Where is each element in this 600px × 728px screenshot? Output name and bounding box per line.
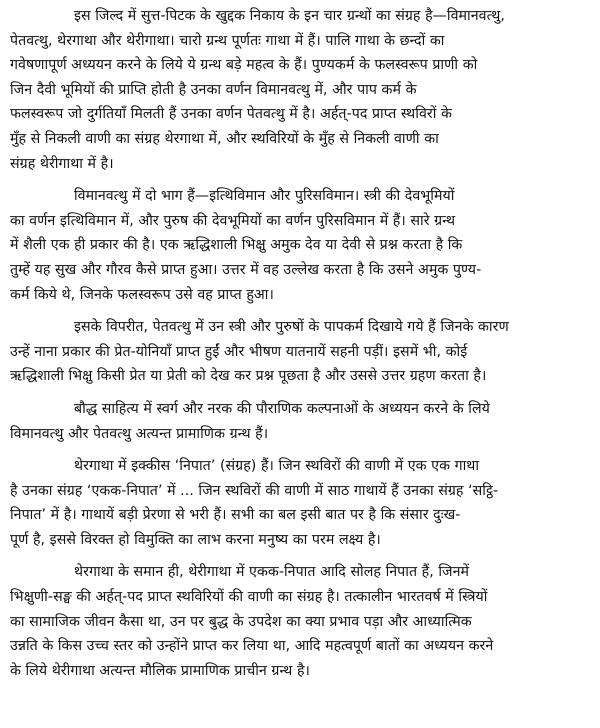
text-line: तुम्हें यह सुख और गौरव कैसे प्राप्त हुआ। उत्तर में वह उल्लेख करता है कि उसने अमुक पुण्य- [10,261,482,278]
text-line: इस जिल्द में सुत्त-पिटक के खुद्दक निकाय के इन चार ग्रन्थों का संग्रह है—विमानवत्थु, [74,8,505,24]
text-line: का सामाजिक जीवन कैसा था, उन पर बुद्ध के उपदेश का क्या प्रभाव पड़ा और आध्यात्मिक [10,613,472,630]
text-line: निपात’ में है। गाथायें बड़ी प्रेरणा से भरी हैं। सभी का बल इसी बात पर है कि संसार दुःख- [10,507,461,524]
text-line: थेरगाथा के समान ही, थेरीगाथा में एकक-निपात आदि सोलह निपात हैं, जिनमें [74,564,470,581]
text-line: पूर्ण है, इससे विरक्त हो विमुक्ति का लाभ करना मनुष्य का परम लक्ष्य है। [10,531,381,548]
text-line: फलस्वरूप जो दुर्गतियाँ मिलती हैं उनका वर्णन पेतवत्थु में है। अर्हत्-पद प्राप्त स्थविरों के [10,106,452,123]
text-line: विमानवत्थु में दो भाग हैं—इत्थिविमान और पुरिसविमान। स्त्री की देवभूमियों [74,188,455,205]
text-line: संग्रह थेरीगाथा में है। [10,155,114,172]
text-line: कर्म किये थे, जिनके फलस्वरूप उसे वह प्राप्त हुआ। [10,286,274,303]
text-line: में शैली एक ही प्रकार की है। एक ऋद्धिशाली भिक्षु अमुक देव या देवी से प्रश्न करता है कि [10,237,463,254]
text-line: विमानवत्थु और पेतवत्थु अत्यन्त प्रामाणिक ग्रन्थ हैं। [10,425,269,442]
paragraph-buddhist-literature [10,397,592,446]
text-line: गवेषणापूर्ण अध्ययन करने के लिये ये ग्रन्थ बड़े महत्व के हैं। पुण्यकर्म के फलस्वरूप प्राणी को [10,57,478,74]
paragraph-therigatha [10,560,592,683]
text-line: उन्नति के किस उच्च स्तर को उन्होंने प्राप्त कर लिया था, आदि महत्वपूर्ण बातों का अध्ययन करने [10,638,494,655]
paragraph-theragatha [10,454,592,552]
text-line: मुँह से निकली वाणी का संग्रह थेरगाथा में, और स्थविरियों के मुँह से निकली वाणी का [10,130,439,147]
text-line: थेरगाथा में इक्कीस ‘निपात’ (संग्रह) हैं। जिन स्थविरों की वाणी में एक एक गाथा [74,458,480,475]
text-line: है उनका संग्रह ‘एकक-निपात’ में ... जिन स्थविरों की वाणी में साठ गाथायें हैं उनका संग्रह ‘सट्ठि- [10,482,499,499]
text-line: उन्हें नाना प्रकार की प्रेत-योनियाँ प्राप्त हुईं और भीषण यातनायें सहनी पड़ीं। इसमें भी, कोई [10,343,468,360]
text-line: जिन दैवी भूमियों की प्राप्ति होती है उनका वर्णन विमानवत्थु में, और पाप कर्म के [10,81,417,98]
paragraph-intro [10,4,592,176]
paragraph-vimanavatthu [10,184,592,307]
text-line: पेतवत्थु, थेरगाथा और थेरीगाथा। चारो ग्रन्थ पूर्णतः गाथा में हैं। पालि गाथा के छन्दों का [10,32,445,49]
text-line: इसके विपरीत, पेतवत्थु में उन स्त्री और पुरुषों के पापकर्म दिखाये गये हैं जिनके कारण [74,319,509,336]
text-line: भिक्षुणी-सङ्घ की अर्हत्-पद प्राप्त स्थविरियों की वाणी का संग्रह है। तत्कालीन भारतवर्ष में स्त्रियों [10,589,488,606]
text-line: के लिये थेरीगाथा अत्यन्त मौलिक प्रामाणिक प्राचीन ग्रन्थ है। [10,662,310,679]
text-line: ऋद्धिशाली भिक्षु किसी प्रेत या प्रेती को देख कर प्रश्न पूछता है और उससे उत्तर ग्रहण करता है। [10,368,487,385]
text-line: का वर्णन इत्थिविमान में, और पुरुष की देवभूमियों का वर्णन पुरिसविमान में हैं। सारे ग्रन्थ [10,212,456,229]
paragraph-petavatthu [10,315,592,389]
text-line: बौद्ध साहित्य में स्वर्ग और नरक की पौराणिक कल्पनाओं के अध्ययन करने के लिये [74,400,490,417]
